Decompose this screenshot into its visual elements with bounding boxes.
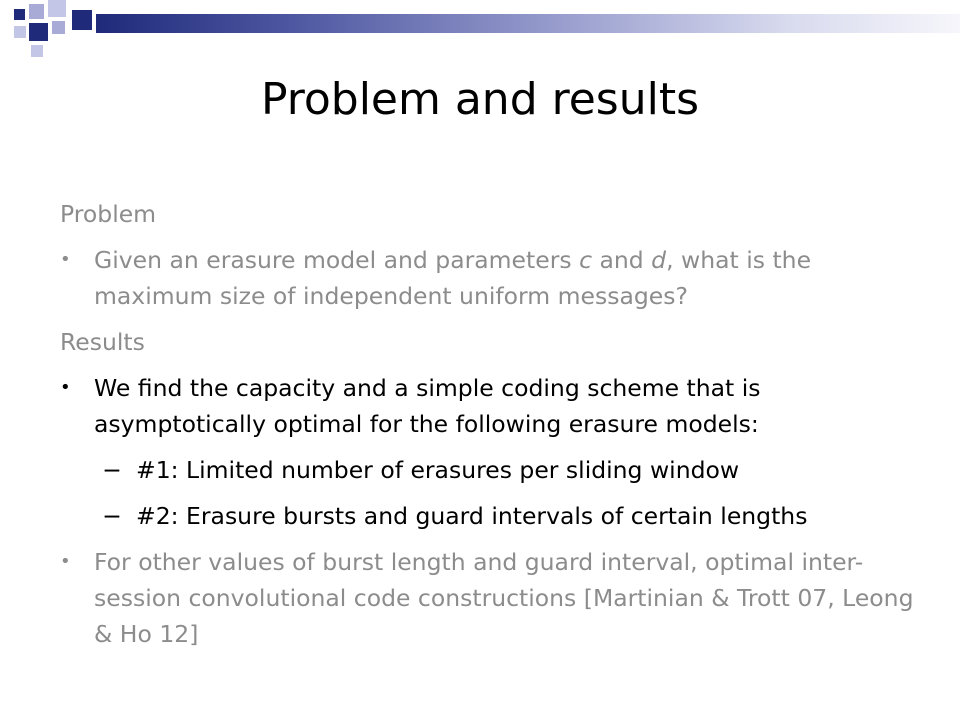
results-bullet-2-text: For other values of burst length and guard interval, optimal inter-session convolutional code constructions [Martinian & Trott 07, Leong & Ho 12] [94,548,914,648]
decor-square-navy-1 [14,9,25,20]
decor-square-lilac-1 [29,4,44,19]
results-bullet-2 [60,544,920,652]
problem-text-3: , what is the maximum size of independent uniform messages? [94,246,812,310]
bullet-dot: • [60,377,71,398]
variable-c: c [579,246,592,274]
problem-text-1: Given an erasure model and parameters [94,246,580,274]
results-heading: Results [60,328,145,356]
variable-d: d [651,246,667,274]
decor-square-navy-3 [72,10,92,30]
problem-bullet [60,242,920,314]
results-sub-item-2 [60,498,920,534]
results-sub-item-1-text: #1: Limited number of erasures per sliding window [136,456,740,484]
results-sub-item-2-text: #2: Erasure bursts and guard intervals of certain lengths [136,502,808,530]
results-bullet-1 [60,370,920,442]
decor-square-lilac-2 [48,0,66,17]
decor-square-lilac-5 [31,45,43,57]
problem-heading: Problem [60,200,157,228]
problem-text-2: and [592,246,652,274]
decor-square-navy-2 [29,23,48,41]
bullet-dot: • [60,249,71,270]
slide-title: Problem and results [260,74,700,125]
decor-square-lilac-4 [52,21,65,34]
bullet-dot: • [60,551,71,572]
sub-dash: − [102,502,122,530]
results-bullet-1-text: We find the capacity and a simple coding scheme that is asymptotically optimal for the following erasure models: [94,374,761,438]
decor-header-bar [96,14,960,33]
sub-dash: − [102,456,122,484]
slide-body [60,196,920,662]
decor-square-lilac-3 [14,26,26,38]
results-sub-item-1 [60,452,920,488]
